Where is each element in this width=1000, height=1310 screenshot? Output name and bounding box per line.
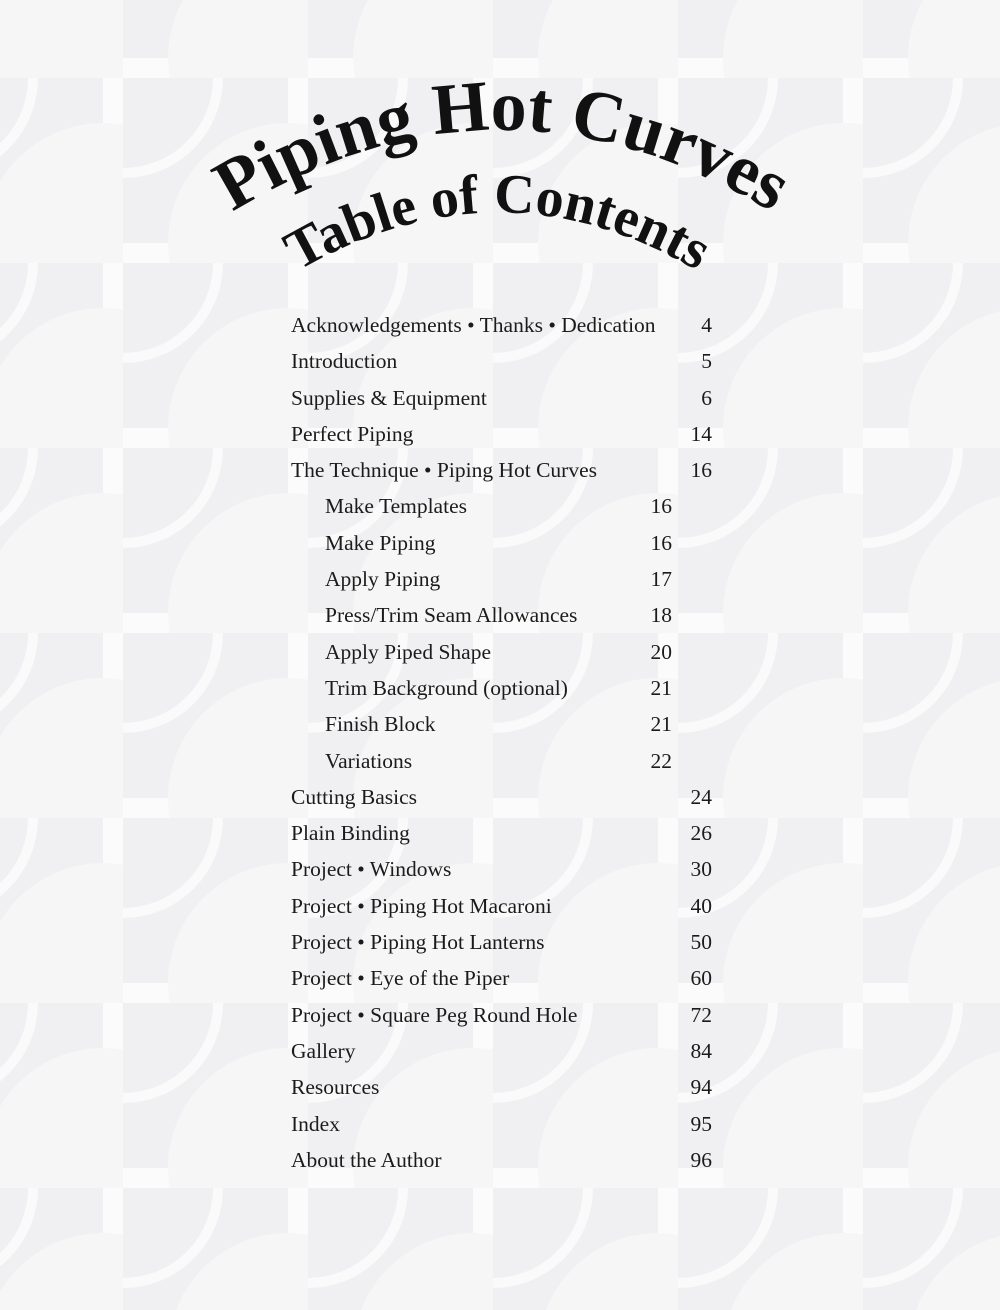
- toc-entry-label: Project • Square Peg Round Hole: [291, 1002, 578, 1027]
- toc-page-number: 17: [650, 567, 672, 592]
- table-of-contents: [291, 309, 712, 1180]
- toc-entry-label: Gallery: [291, 1038, 356, 1063]
- toc-page-number: 50: [690, 930, 712, 955]
- toc-page-number: 4: [701, 313, 712, 337]
- toc-page-number: 21: [650, 675, 672, 700]
- toc-entry-label: Project • Windows: [291, 857, 452, 882]
- toc-page-number: 16: [650, 530, 672, 555]
- toc-page-number: 18: [650, 603, 672, 628]
- toc-entry[interactable]: [291, 926, 712, 962]
- toc-entry[interactable]: [291, 418, 712, 454]
- toc-subentry[interactable]: [291, 490, 712, 526]
- toc-subentry[interactable]: [291, 672, 712, 708]
- toc-entry-label: Apply Piped Shape: [325, 639, 492, 664]
- toc-subentry[interactable]: [291, 563, 712, 599]
- toc-entry-label: Perfect Piping: [291, 421, 414, 446]
- toc-page-number: 72: [690, 1002, 712, 1027]
- toc-subentry[interactable]: [291, 636, 712, 672]
- toc-entry[interactable]: [291, 1035, 712, 1071]
- toc-entry-label: Index: [291, 1111, 340, 1136]
- toc-page-number: 40: [690, 893, 712, 918]
- toc-entry-label: Cutting Basics: [291, 784, 418, 809]
- toc-page-number: 30: [690, 857, 712, 882]
- toc-entry[interactable]: [291, 1108, 712, 1144]
- toc-entry-label: Resources: [291, 1075, 380, 1100]
- toc-entry[interactable]: [291, 345, 712, 381]
- toc-page-number: 96: [690, 1147, 712, 1172]
- toc-entry[interactable]: [291, 817, 712, 853]
- toc-entry[interactable]: [291, 382, 712, 418]
- toc-entry[interactable]: [291, 1144, 712, 1180]
- toc-entry-label: Supplies & Equipment: [291, 385, 487, 410]
- toc-entry-label: Make Piping: [325, 530, 436, 555]
- toc-page-number: 20: [650, 639, 672, 664]
- toc-page-number: 60: [690, 966, 712, 991]
- toc-entry[interactable]: [291, 781, 712, 817]
- toc-entry-label: Introduction: [291, 349, 398, 374]
- toc-entry[interactable]: [291, 1071, 712, 1107]
- toc-page-number: 95: [690, 1111, 712, 1136]
- toc-entry-label: Apply Piping: [325, 567, 441, 592]
- toc-entry[interactable]: [291, 890, 712, 926]
- toc-entry-label: Project • Eye of the Piper: [291, 966, 510, 991]
- toc-page-number: 24: [690, 784, 712, 809]
- toc-entry[interactable]: [291, 309, 712, 345]
- toc-entry-label: Acknowledgements • Thanks • Dedication: [291, 313, 656, 337]
- toc-page-number: 6: [701, 385, 712, 410]
- toc-page-number: 16: [650, 494, 672, 519]
- toc-page-number: 16: [690, 458, 712, 483]
- toc-entry[interactable]: [291, 962, 712, 998]
- toc-page-number: 14: [690, 421, 712, 446]
- toc-subentry[interactable]: [291, 527, 712, 563]
- toc-page-number: 5: [701, 349, 712, 374]
- toc-entry-label: The Technique • Piping Hot Curves: [291, 458, 597, 483]
- toc-entry-label: Plain Binding: [291, 821, 410, 846]
- toc-page-number: 21: [650, 712, 672, 737]
- toc-entry-label: Finish Block: [325, 712, 436, 737]
- toc-page-number: 22: [650, 748, 672, 773]
- toc-entry-label: Make Templates: [325, 494, 467, 519]
- toc-entry-label: Project • Piping Hot Macaroni: [291, 893, 552, 918]
- toc-entry[interactable]: [291, 853, 712, 889]
- toc-page-number: 26: [690, 821, 712, 846]
- page-title: [0, 0, 1000, 300]
- title-line-1: Piping Hot Curves: [200, 65, 805, 227]
- toc-entry-label: Trim Background (optional): [325, 675, 568, 700]
- toc-entry[interactable]: [291, 999, 712, 1035]
- toc-entry-label: Press/Trim Seam Allowances: [325, 603, 578, 628]
- toc-entry-label: About the Author: [291, 1147, 442, 1172]
- toc-subentry[interactable]: [291, 599, 712, 635]
- toc-page-number: 94: [690, 1075, 712, 1100]
- toc-entry[interactable]: [291, 454, 712, 490]
- toc-subentry[interactable]: [291, 745, 712, 781]
- toc-entry-label: Variations: [325, 748, 413, 773]
- title-line-2: Table of Contents: [274, 162, 722, 283]
- toc-entry-label: Project • Piping Hot Lanterns: [291, 930, 545, 955]
- toc-subentry[interactable]: [291, 708, 712, 744]
- toc-page-number: 84: [690, 1038, 712, 1063]
